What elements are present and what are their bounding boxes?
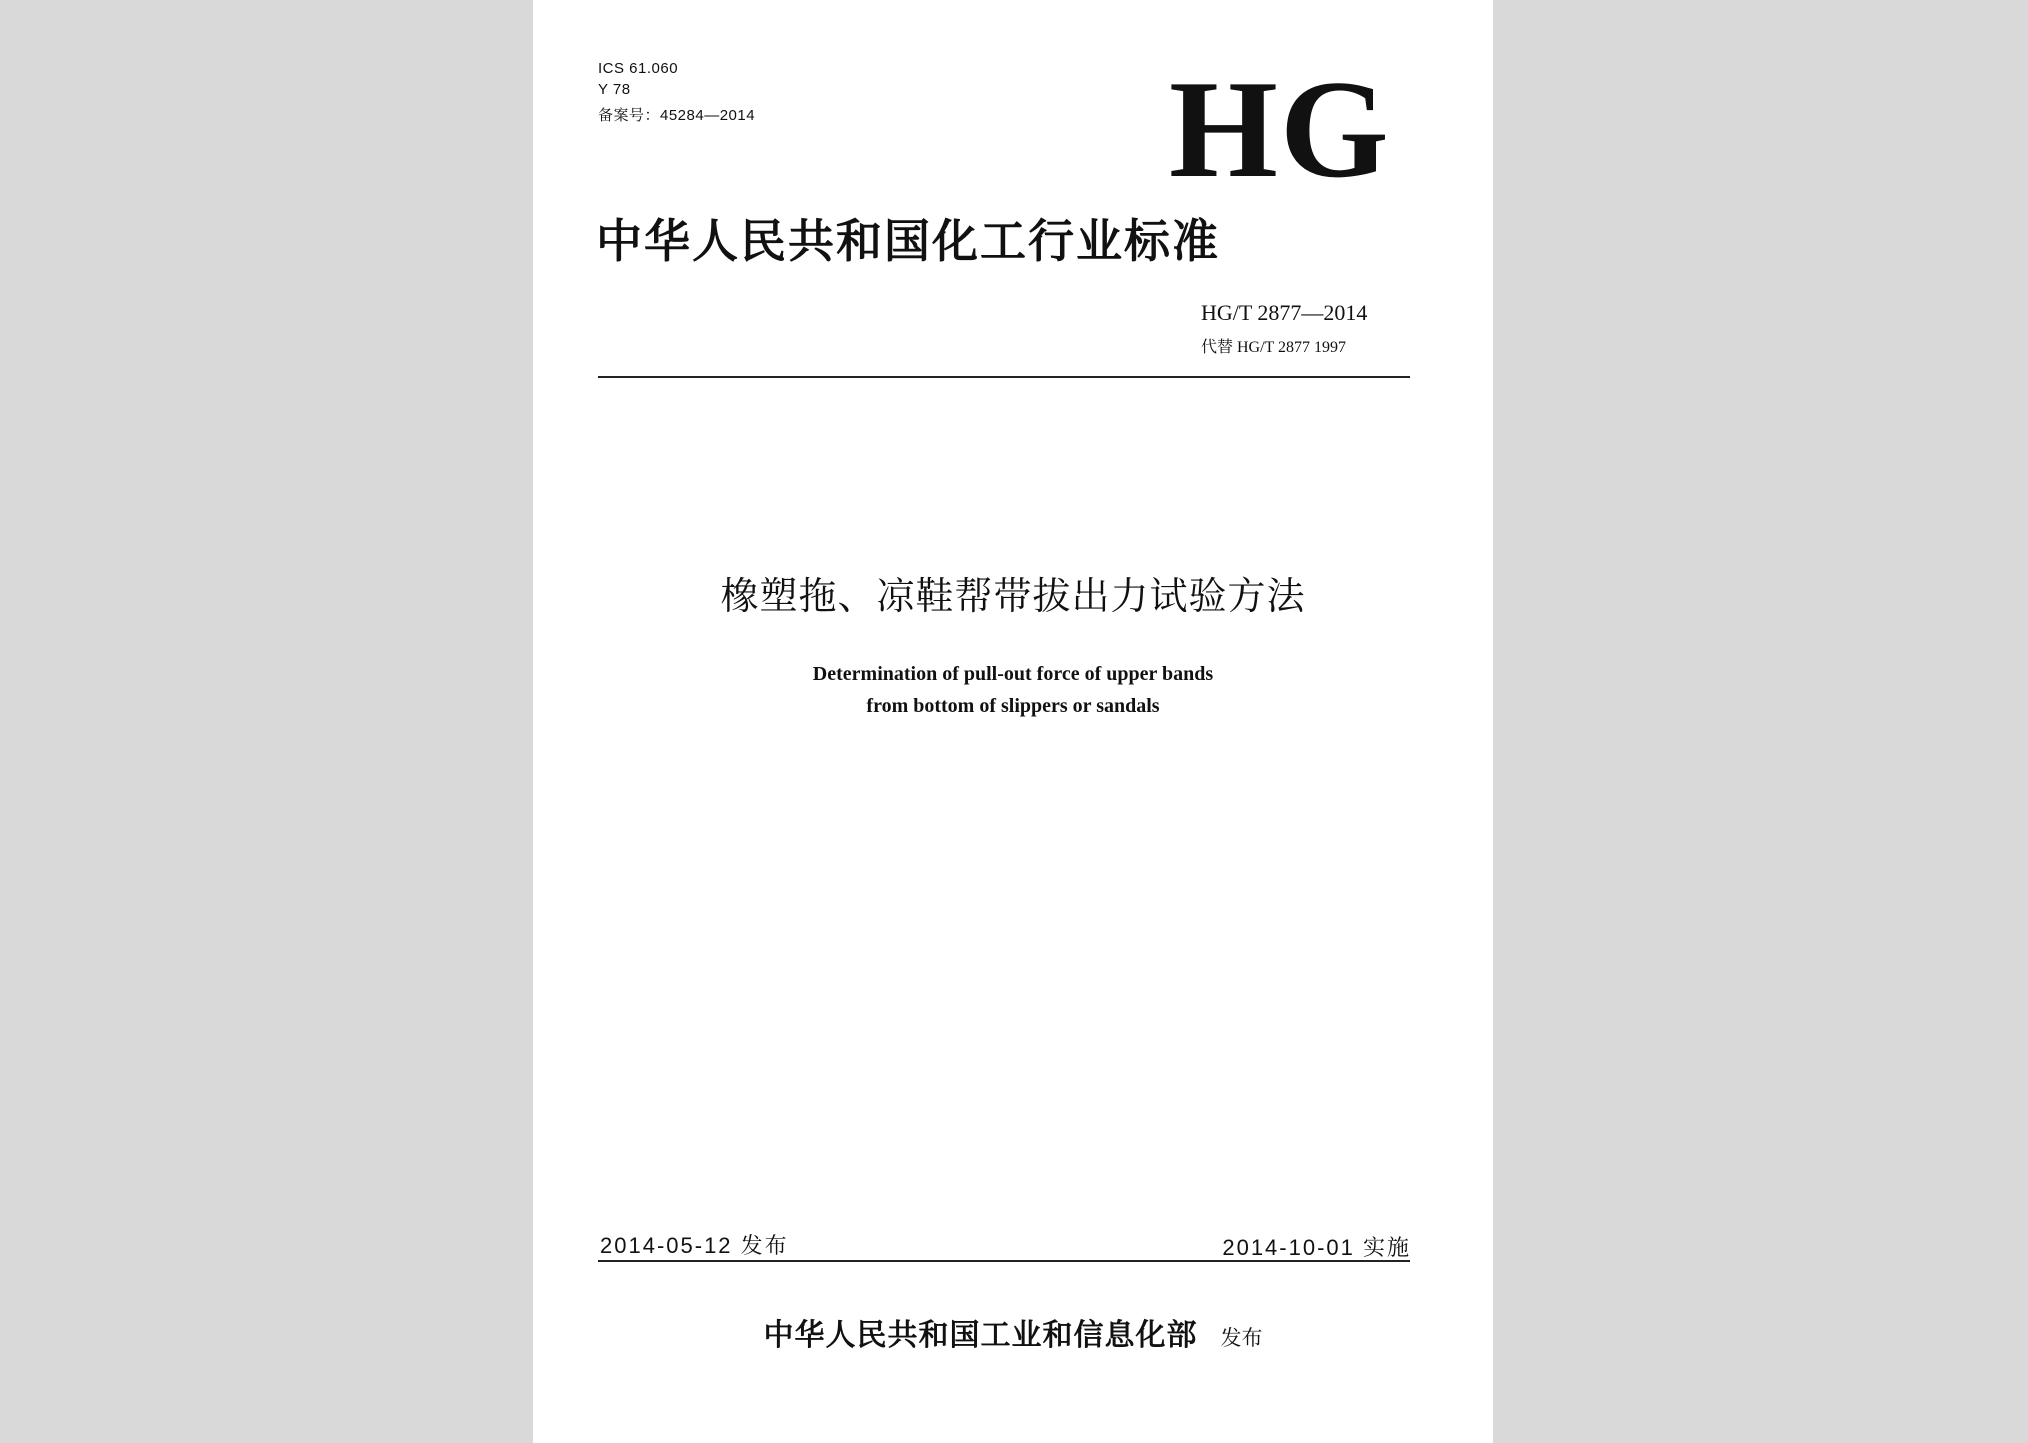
document-title-en-line2: from bottom of slippers or sandals [866,695,1160,717]
issuer-suffix: 发布 [1220,1326,1263,1350]
issuer-name: 中华人民共和国工业和信息化部 [763,1318,1198,1353]
issuer-block [533,1310,1493,1354]
standard-number: HG/T 2877—2014 [1201,300,1368,325]
record-number: 备案号：45284—2014 [598,107,756,124]
standard-title: 中华人民共和国化工行业标准 [596,214,1220,268]
document-title-cn: 橡塑拖、凉鞋帮带拔出力试验方法 [720,574,1306,618]
classification-code: Y 78 [598,81,631,98]
publish-date: 2014-05-12 发布 [600,1233,789,1258]
replaced-standard: 代替 HG/T 2877 1997 [1201,339,1347,356]
footer-divider [598,1260,1410,1262]
hg-logo: HG [1169,52,1391,207]
document-page [533,0,1493,1443]
effective-date: 2014-10-01 实施 [1222,1235,1411,1260]
ics-code: ICS 61.060 [598,60,679,77]
header-divider [598,376,1410,378]
document-title-en-line1: Determination of pull-out force of upper bands [812,663,1214,685]
